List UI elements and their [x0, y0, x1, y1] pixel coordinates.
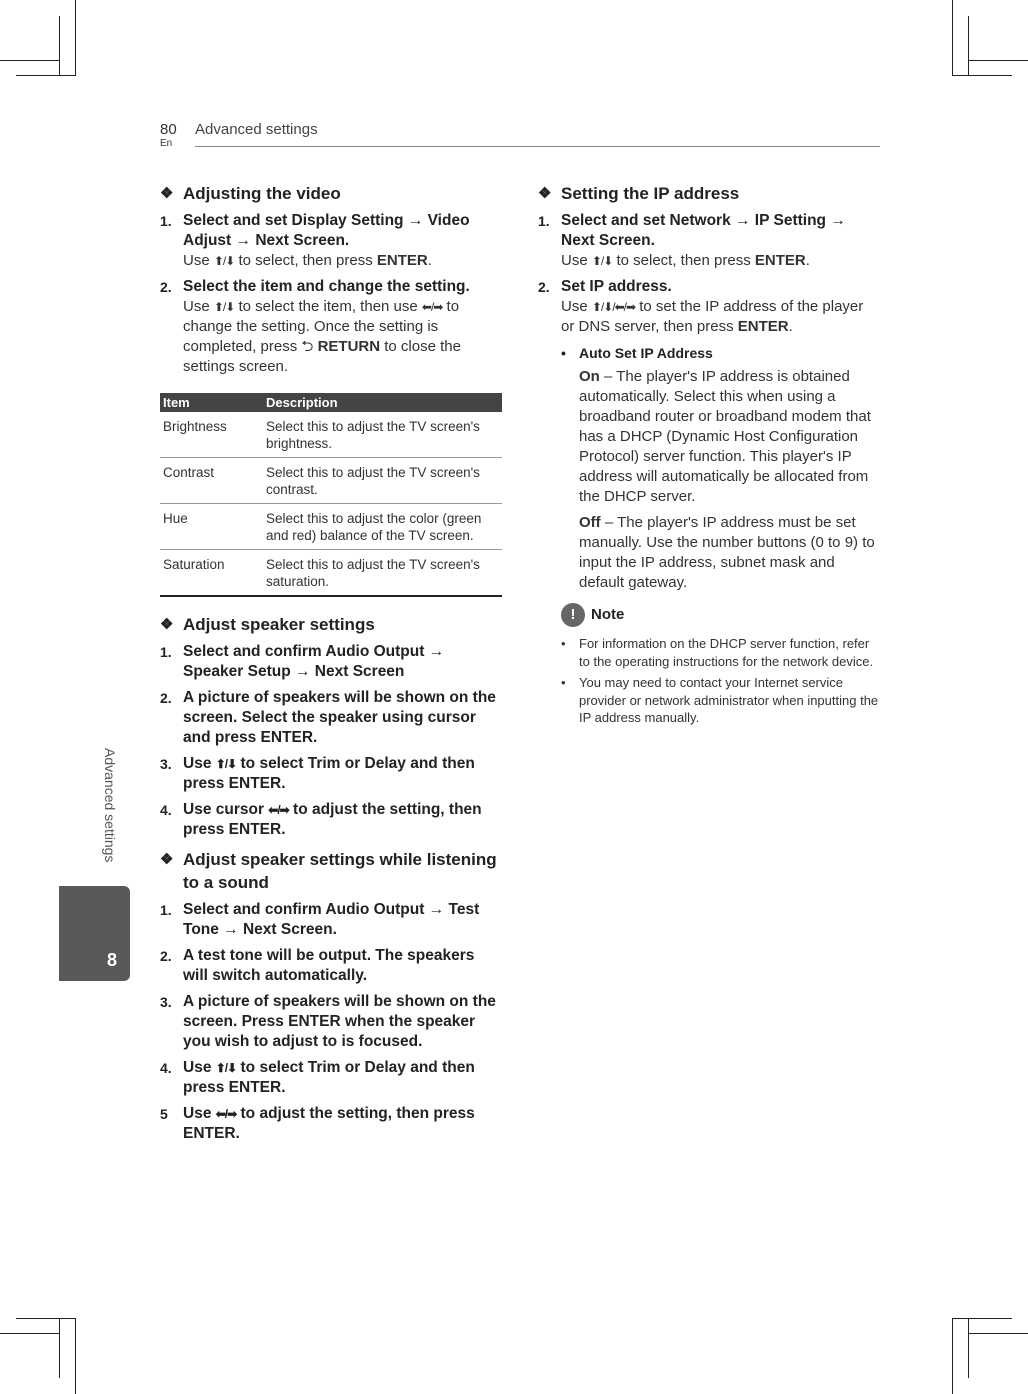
crop-mark [952, 1318, 1012, 1319]
up-down-arrow-icon: ⬆/⬇ [215, 757, 237, 771]
list-item: 2. Select the item and change the setting. Use ⬆/⬇ to select the item, then use ⬅/➡ to change the setting. Once the setting is completed, press ⮌ RETURN to close the settings screen. [160, 278, 470, 375]
speaker-steps [160, 642, 502, 840]
crop-mark [0, 60, 60, 61]
list-item: • For information on the DHCP server function, refer to the operating instructions for the network device. [561, 636, 874, 669]
table-row: Brightness Select this to adjust the TV screen's brightness. [160, 412, 502, 458]
crop-mark [16, 1318, 76, 1319]
left-right-arrow-icon: ⬅/➡ [421, 300, 443, 314]
on-option-text: On – The player's IP address is obtained automatically. Select this when using a broadband router or broadband modem that has a DHCP (Dynamic Host Configuration Protocol) server function. This player's IP address will automatically be allocated from the DHCP server. [579, 368, 871, 505]
up-down-arrow-icon: ⬆/⬇ [213, 300, 235, 314]
crop-mark [952, 0, 953, 76]
diamond-icon: ❖ [160, 851, 174, 868]
exclamation-icon: ! [561, 603, 585, 627]
chapter-number: 8 [107, 950, 118, 970]
table-header: Item [160, 393, 263, 412]
video-settings-table [160, 393, 502, 597]
note-heading: ! Note [538, 603, 880, 627]
left-right-arrow-icon: ⬅/➡ [215, 1107, 237, 1121]
list-item: 1. Select and confirm Audio Output → Test Tone → Next Screen. [160, 901, 480, 938]
list-item: 3. A picture of speakers will be shown on the screen. Press ENTER when the speaker you wish to adjust to is focused. [160, 993, 496, 1050]
off-option-text: Off – The player's IP address must be set manually. Use the number buttons (0 to 9) to input the IP address, subnet mask and default gateway. [579, 514, 875, 591]
up-down-arrow-icon: ⬆/⬇ [213, 254, 235, 268]
left-column [160, 182, 502, 1152]
bullet-icon: • [561, 345, 566, 361]
left-right-arrow-icon: ⬅/➡ [268, 803, 289, 817]
section-heading-ip: ❖ Setting the IP address [538, 184, 740, 203]
auto-set-ip-heading: • Auto Set IP Address [561, 345, 713, 361]
table-row: Hue Select this to adjust the color (green and red) balance of the TV screen. [160, 504, 502, 550]
page-number: 80 [160, 121, 177, 138]
listening-steps [160, 900, 502, 1144]
crop-mark [952, 75, 1012, 76]
list-item: • You may need to contact your Internet service provider or network administrator when inputting the IP address manually. [561, 675, 879, 725]
table-header: Description [263, 393, 502, 412]
list-item: 3. Use ⬆/⬇ to select Trim or Delay and then press ENTER. [160, 755, 475, 792]
ip-steps [538, 211, 880, 337]
section-heading-speaker: ❖ Adjust speaker settings [160, 615, 375, 634]
diamond-icon: ❖ [160, 185, 174, 202]
page-header-title: Advanced settings [195, 121, 318, 138]
bullet-icon: • [561, 675, 566, 690]
diamond-icon: ❖ [160, 616, 174, 633]
list-item: 2. A test tone will be output. The speakers will switch automatically. [160, 947, 475, 984]
crop-mark [968, 1333, 1028, 1334]
video-steps [160, 211, 502, 377]
notes-list [538, 635, 880, 727]
crop-mark [952, 1318, 953, 1394]
table-row: Contrast Select this to adjust the TV screen's contrast. [160, 458, 502, 504]
chapter-tab [59, 886, 130, 981]
list-item: 1. Select and confirm Audio Output → Speaker Setup → Next Screen [160, 643, 445, 680]
list-item: 4. Use ⬆/⬇ to select Trim or Delay and then press ENTER. [160, 1059, 475, 1096]
crop-mark [59, 16, 60, 76]
diamond-icon: ❖ [538, 185, 552, 202]
section-heading-video: ❖ Adjusting the video [160, 184, 341, 203]
crop-mark [75, 0, 76, 76]
four-way-arrow-icon: ⬆/⬇/⬅/➡ [591, 300, 636, 314]
list-item: 2. A picture of speakers will be shown on the screen. Select the speaker using cursor and press ENTER. [160, 689, 496, 746]
up-down-arrow-icon: ⬆/⬇ [591, 254, 613, 268]
return-icon: ⮌ [301, 338, 314, 355]
crop-mark [0, 1333, 60, 1334]
header-rule [195, 146, 880, 147]
language-code: En [160, 138, 173, 149]
crop-mark [968, 16, 969, 76]
crop-mark [968, 60, 1028, 61]
list-item: 5 Use ⬅/➡ to adjust the setting, then press ENTER. [160, 1105, 475, 1142]
bullet-icon: • [561, 636, 566, 651]
list-item: 1. Select and set Network → IP Setting → Next Screen. Use ⬆/⬇ to select, then press ENTER. [538, 212, 846, 269]
list-item: 4. Use cursor ⬅/➡ to adjust the setting, then press ENTER. [160, 801, 482, 838]
crop-mark [968, 1318, 969, 1378]
list-item: 1. Select and set Display Setting → Video Adjust → Next Screen. Use ⬆/⬇ to select, then press ENTER. [160, 212, 470, 269]
right-column [538, 182, 880, 731]
crop-mark [59, 1318, 60, 1378]
section-heading-listening: ❖ Adjust speaker settings while listening to a sound [160, 850, 497, 892]
crop-mark [16, 75, 76, 76]
crop-mark [75, 1318, 76, 1394]
list-item: 2. Set IP address. Use ⬆/⬇/⬅/➡ to set the IP address of the player or DNS server, then press ENTER. [538, 278, 864, 335]
up-down-arrow-icon: ⬆/⬇ [215, 1061, 237, 1075]
table-row: Saturation Select this to adjust the TV screen's saturation. [160, 550, 502, 597]
side-chapter-label: Advanced settings [102, 748, 118, 863]
